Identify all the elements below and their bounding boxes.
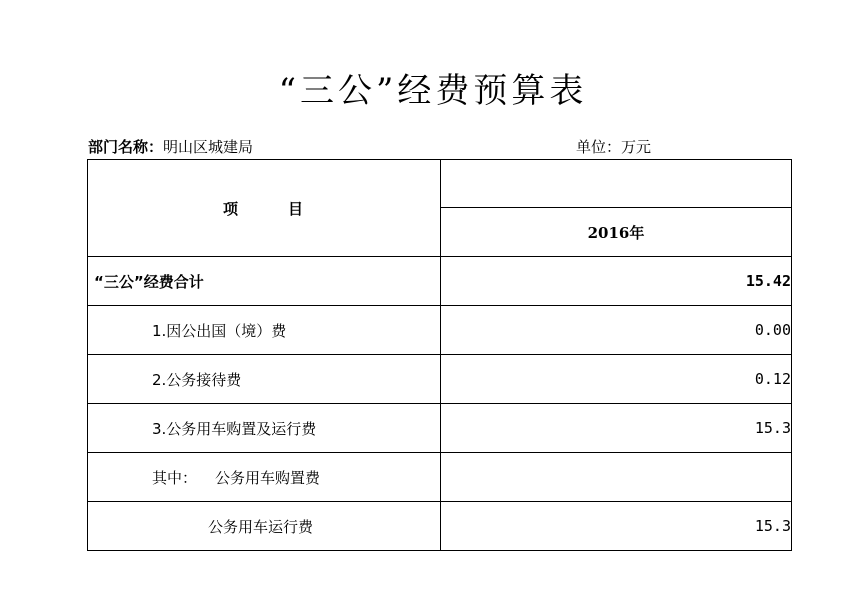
department-line	[88, 136, 253, 158]
unit-label: 单位：	[576, 138, 622, 156]
row-value: 15.42	[441, 257, 792, 306]
row-name: 公务用车运行费	[88, 502, 441, 551]
row-name: “三公”经费合计	[88, 257, 441, 306]
header-blank-cell	[441, 160, 792, 208]
header-item-cell	[88, 160, 441, 257]
header-item-left: 项	[222, 199, 240, 218]
row-name-text: 公务用车购置费	[215, 468, 321, 487]
table-row	[88, 453, 792, 502]
row-value: 0.00	[441, 306, 792, 355]
header-year-cell: 2016年	[441, 208, 792, 257]
row-name: 1.因公出国（境）费	[88, 306, 441, 355]
unit-value: 万元	[621, 138, 652, 156]
header-item-right: 目	[288, 199, 306, 218]
table-row	[88, 257, 792, 306]
department-label: 部门名称：	[88, 138, 164, 156]
row-name: 2.公务接待费	[88, 355, 441, 404]
budget-table	[87, 159, 792, 551]
row-value: 15.3	[441, 404, 792, 453]
row-name	[88, 453, 441, 502]
table-row	[88, 306, 792, 355]
department-value: 明山区城建局	[163, 138, 254, 156]
unit-line	[576, 136, 651, 158]
row-value	[441, 453, 792, 502]
table-row	[88, 502, 792, 551]
row-prefix: 其中：	[152, 468, 198, 487]
page-title: “三公”经费预算表	[278, 71, 588, 111]
table-row	[88, 355, 792, 404]
table-row	[88, 404, 792, 453]
row-value: 0.12	[441, 355, 792, 404]
row-name: 3.公务用车购置及运行费	[88, 404, 441, 453]
row-value: 15.3	[441, 502, 792, 551]
